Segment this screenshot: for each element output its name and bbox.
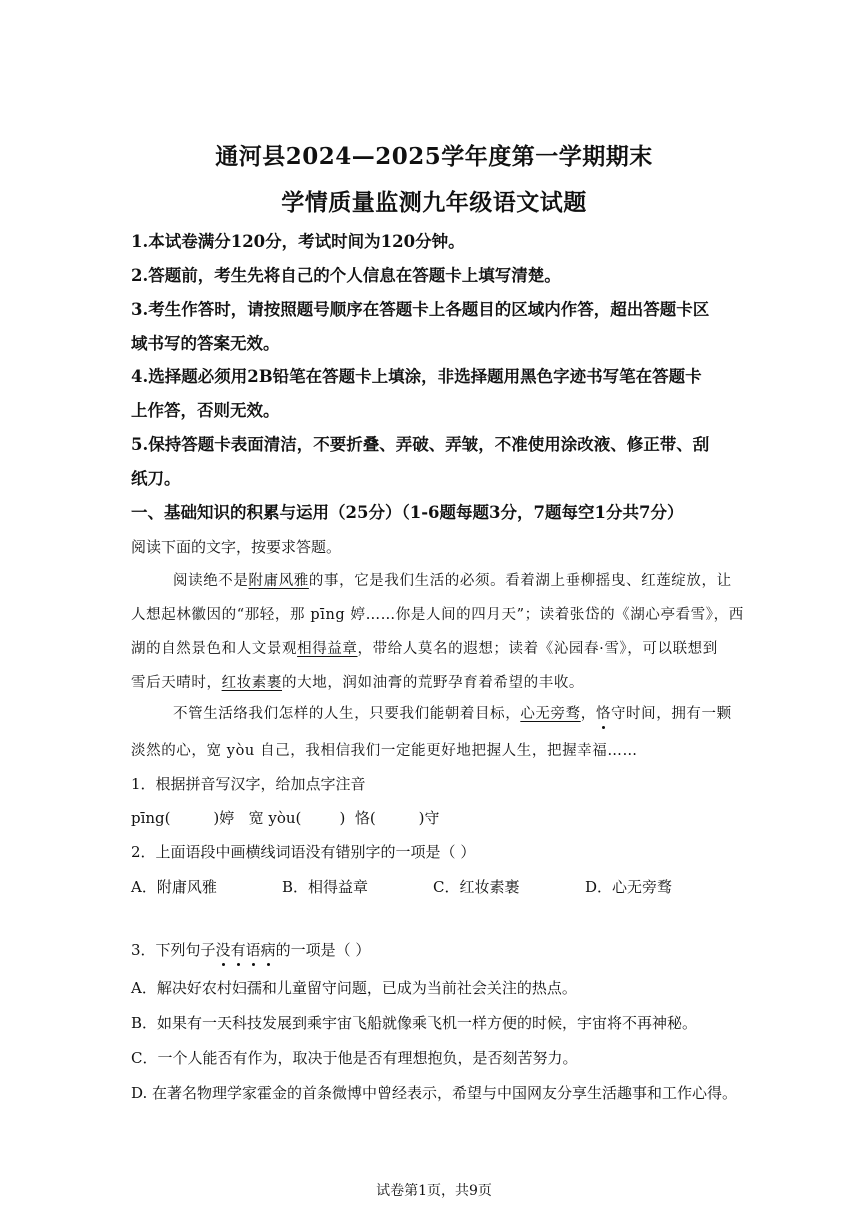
note-5-cont: 纸刀。 [131,469,181,488]
underlined-word-4: 心无旁骛 [520,706,581,722]
section-heading: 一、基础知识的积累与运用（25分）（1-6题每题3分，7题每空1分共7分） [131,503,684,522]
passage-line-4: 雪后天晴时，红妆素裹的大地，润如油膏的荒野孕育着希望的丰收。 [131,675,585,691]
dotted-char: 病 [260,941,276,959]
exam-title-line2: 学情质量监测九年级语文试题 [281,189,587,216]
underlined-word-1: 附庸风雅 [248,573,309,589]
question-2-option-b: B．相得益章 [282,878,369,896]
note-3-cont: 域书写的答案无效。 [131,334,280,353]
passage-line-3: 湖的自然景色和人文景观相得益章，带给人莫名的遐想；读着《沁园春·雪》，可以联想到 [131,641,718,657]
passage-line-2: 人想起林徽因的“那轻，那 pīng 婷……你是人间的四月天”；读着张岱的《湖心亭看雪》，西 [131,607,744,623]
underlined-word-2: 相得益章 [297,641,358,657]
note-1: 1.本试卷满分120分，考试时间为120分钟。 [131,232,465,251]
dotted-char: 语 [245,941,261,959]
exam-title-line1: 通河县2024—2025学年度第一学期期末 [215,143,653,170]
question-2-option-a: A．附庸风雅 [131,878,217,896]
page-footer: 试卷第1页，共9页 [376,1183,492,1199]
dotted-phrase [216,941,276,959]
dotted-char: 没 [215,941,231,959]
section-instruction: 阅读下面的文字，按要求答题。 [131,538,342,556]
note-4: 4.选择题必须用2B铅笔在答题卡上填涂，非选择题用黑色字迹书写笔在答题卡 [131,367,702,386]
note-4-cont: 上作答，否则无效。 [131,401,280,420]
dotted-char: 恪 [595,706,611,722]
question-2-option-d: D．心无旁骛 [585,878,673,896]
question-3-option-d: D. 在著名物理学家霍金的首条微博中曾经表示，希望与中国网友分享生活趣事和工作心得。 [131,1084,738,1102]
question-1-stem: 1．根据拼音写汉字，给加点字注音 [131,775,366,793]
question-3-stem: 3．下列句子没有语病的一项是（ ） [131,941,371,959]
underlined-word-3: 红妆素裹 [221,675,283,691]
question-3-option-a: A．解决好农村妇孺和儿童留守问题，已成为当前社会关注的热点。 [131,979,577,997]
note-3: 3.考生作答时，请按照题号顺序在答题卡上各题目的区域内作答，超出答题卡区 [131,300,710,319]
note-2: 2.答题前，考生先将自己的个人信息在答题卡上填写清楚。 [131,266,561,285]
note-5: 5.保持答题卡表面清洁，不要折叠、弄破、弄皱，不准使用涂改液、修正带、刮 [131,435,710,454]
question-3-option-b: B．如果有一天科技发展到乘宇宙飞船就像乘飞机一样方便的时候，宇宙将不再神秘。 [131,1014,698,1032]
question-2-stem: 2．上面语段中画横线词语没有错别字的一项是（ ） [131,843,476,861]
passage-line-1: 阅读绝不是附庸风雅的事，它是我们生活的必须。看着湖上垂柳摇曳、红莲绽放，让 [173,573,732,589]
question-3-option-c: C．一个人能否有作为，取决于他是否有理想抱负，是否刻苦努力。 [131,1049,578,1067]
question-1-blanks: pīng( )婷 宽 yòu( ) 恪( )守 [131,809,440,827]
question-2-option-c: C．红妆素裹 [433,878,520,896]
passage-line-6: 淡然的心，宽 yòu 自己，我相信我们一定能更好地把握人生，把握幸福…… [131,743,638,759]
dotted-char: 有 [230,941,246,959]
passage-line-5: 不管生活络我们怎样的人生，只要我们能朝着目标，心无旁骛，恪守时间，拥有一颗 [173,706,732,722]
